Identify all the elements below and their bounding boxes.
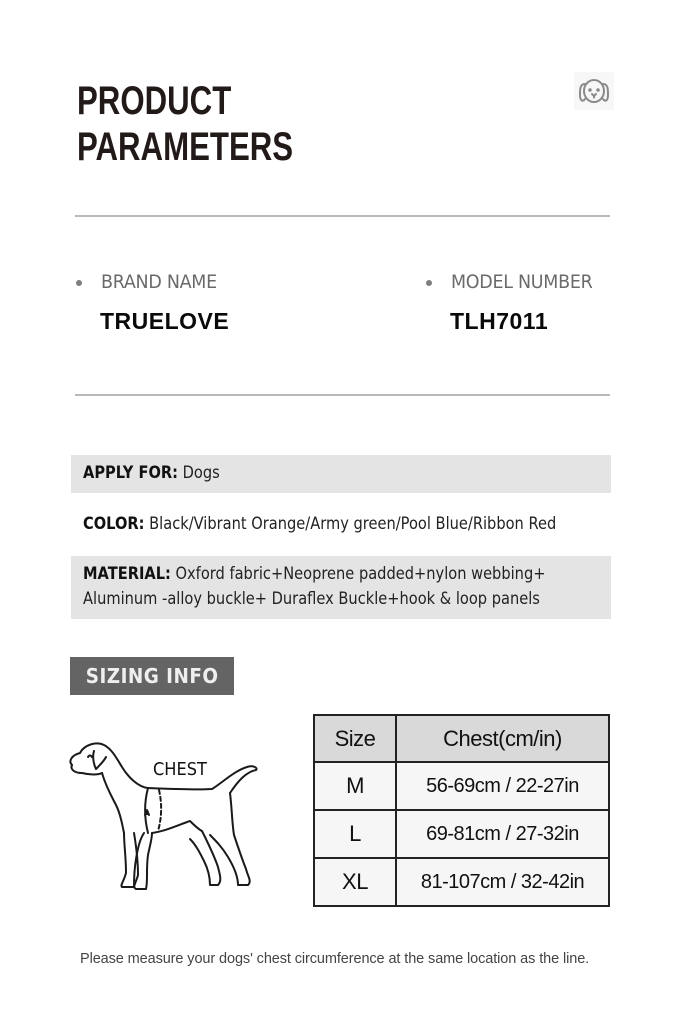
spec-label: COLOR: xyxy=(83,514,145,534)
table-row xyxy=(314,810,609,858)
column-header-size: Size xyxy=(314,715,396,762)
cell-size: M xyxy=(314,762,396,810)
param-value: TLH7011 xyxy=(450,308,549,334)
chest-label: CHEST xyxy=(153,759,207,780)
cell-chest: 69-81cm / 27-32in xyxy=(396,810,609,858)
sizing-info-label: SIZING INFO xyxy=(85,664,219,688)
divider-middle xyxy=(75,394,610,396)
sizing-info-badge xyxy=(70,657,234,695)
param-value: TRUELOVE xyxy=(100,308,230,334)
cell-size: L xyxy=(314,810,396,858)
table-row xyxy=(314,762,609,810)
table-row xyxy=(314,858,609,906)
dog-face-icon xyxy=(574,72,614,110)
spec-value-line2: Aluminum -alloy buckle+ Duraflex Buckle+hook & loop panels xyxy=(83,589,540,609)
spec-value: Dogs xyxy=(182,463,220,483)
divider-top xyxy=(75,215,610,217)
page-title-line2: PARAMETERS xyxy=(77,125,294,169)
spec-label: APPLY FOR: xyxy=(83,463,178,483)
cell-size: XL xyxy=(314,858,396,906)
bullet-icon xyxy=(76,280,82,286)
spec-value: Black/Vibrant Orange/Army green/Pool Blue/Ribbon Red xyxy=(149,514,557,534)
page-title-line1: PRODUCT xyxy=(77,79,232,123)
spec-label: MATERIAL: xyxy=(83,564,171,584)
spec-color xyxy=(71,505,611,543)
spec-value-line1: Oxford fabric+Neoprene padded+nylon webbing+ xyxy=(175,564,546,584)
size-table xyxy=(313,714,610,907)
measurement-footnote: Please measure your dogs' chest circumference at the same location as the line. xyxy=(80,951,590,967)
param-label: BRAND NAME xyxy=(101,271,217,293)
cell-chest: 56-69cm / 22-27in xyxy=(396,762,609,810)
param-label: MODEL NUMBER xyxy=(451,271,593,293)
column-header-chest: Chest(cm/in) xyxy=(396,715,609,762)
cell-chest: 81-107cm / 32-42in xyxy=(396,858,609,906)
spec-apply-for xyxy=(71,455,611,493)
bullet-icon xyxy=(426,280,432,286)
spec-material xyxy=(71,556,611,619)
page-title xyxy=(77,78,293,170)
table-header-row xyxy=(314,715,609,762)
